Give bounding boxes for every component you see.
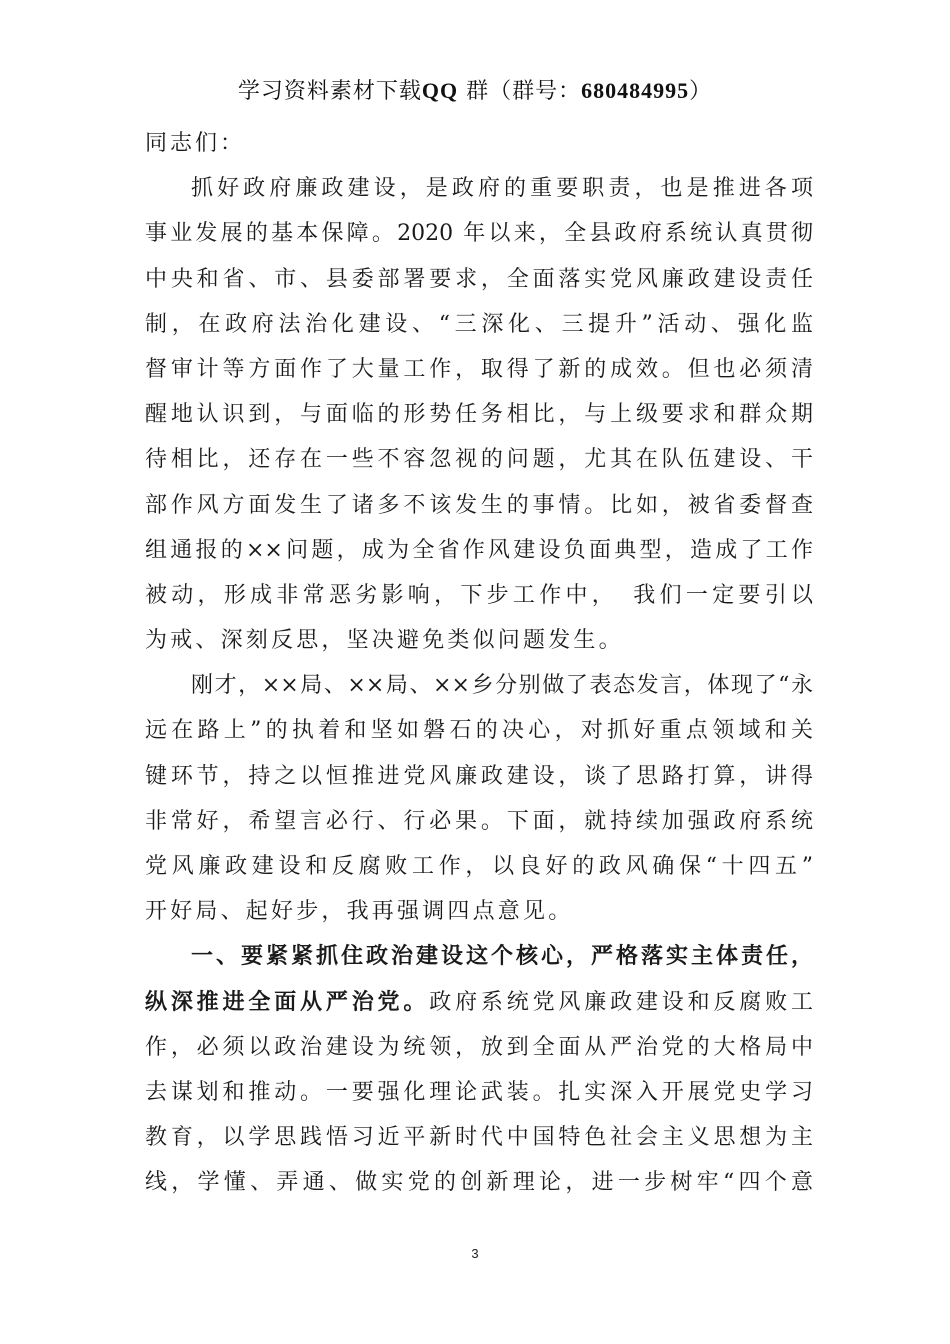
paragraph-1-line: 部作风方面发生了诸多不该发生的事情。比如，被省委督查 bbox=[145, 492, 813, 518]
header-suffix: ） bbox=[689, 79, 713, 104]
paragraph-1-line: 督审计等方面作了大量工作，取得了新的成效。但也必须清 bbox=[145, 356, 813, 382]
page-header bbox=[0, 74, 950, 108]
document-body bbox=[145, 121, 813, 1206]
paragraph-1-line: 为戒、深刻反思，坚决避免类似问题发生。 bbox=[145, 628, 624, 654]
paragraph-2-line: 刚才，××局、××局、××乡分别做了表态发言，体现了“永 bbox=[191, 673, 813, 699]
paragraph-2-line: 开好局、起好步，我再强调四点意见。 bbox=[145, 899, 574, 925]
paragraph-2-line: 党风廉政建设和反腐败工作，以良好的政风确保“十四五” bbox=[145, 854, 813, 879]
paragraph-1-line: 被动，形成非常恶劣影响，下步工作中， 我们一定要引以 bbox=[145, 582, 813, 608]
paragraph-1-line: 中央和省、市、县委部署要求，全面落实党风廉政建设责任 bbox=[145, 266, 813, 292]
paragraph-1-line: 抓好政府廉政建设，是政府的重要职责，也是推进各项 bbox=[191, 176, 813, 202]
paragraph-1-line: 制，在政府法治化建设、“三深化、三提升”活动、强化监 bbox=[145, 311, 813, 337]
section-1-heading-tail: 纵深推进全面从严治党。 bbox=[145, 988, 430, 1015]
paragraph-2-line: 键环节，持之以恒推进党风廉政建设，谈了思路打算，讲得 bbox=[145, 763, 813, 789]
paragraph-1-line: 组通报的××问题，成为全省作风建设负面典型，造成了工作 bbox=[145, 537, 813, 563]
paragraph-1-line: 醒地认识到，与面临的形势任务相比，与上级要求和群众期 bbox=[145, 402, 813, 428]
header-prefix: 学习资料素材下载 bbox=[237, 79, 422, 104]
paragraph-2-line: 远在路上”的执着和坚如磐石的决心，对抓好重点领域和关 bbox=[145, 718, 813, 744]
paragraph-3-line: 作，必须以政治建设为统领，放到全面从严治党的大格局中 bbox=[145, 1034, 813, 1060]
section-1-heading: 一、要紧紧抓住政治建设这个核心，严格落实主体责任， bbox=[191, 943, 813, 970]
header-group-label: 群（群号： bbox=[458, 79, 582, 104]
paragraph-3-line bbox=[145, 980, 813, 1025]
page-number: 3 bbox=[471, 1246, 479, 1261]
paragraph-2-line: 非常好，希望言必行、行必果。下面，就持续加强政府系统 bbox=[145, 808, 813, 834]
paragraph-1-line: 待相比，还存在一些不容忽视的问题，尤其在队伍建设、干 bbox=[145, 447, 813, 473]
paragraph-1-line: 事业发展的基本保障。2020 年以来，全县政府系统认真贯彻 bbox=[145, 221, 813, 247]
paragraph-3-line: 线，学懂、弄通、做实党的创新理论，进一步树牢“四个意 bbox=[145, 1170, 813, 1196]
greeting: 同志们： bbox=[145, 131, 246, 156]
header-group-number: 680484995 bbox=[581, 78, 690, 103]
paragraph-3-line: 教育，以学思践悟习近平新时代中国特色社会主义思想为主 bbox=[145, 1125, 813, 1151]
header-qq: QQ bbox=[421, 78, 459, 103]
paragraph-3-line: 去谋划和推动。一要强化理论武装。扎实深入开展党史学习 bbox=[145, 1079, 813, 1105]
paragraph-3-text: 政府系统党风廉政建设和反腐败工 bbox=[429, 989, 813, 1015]
